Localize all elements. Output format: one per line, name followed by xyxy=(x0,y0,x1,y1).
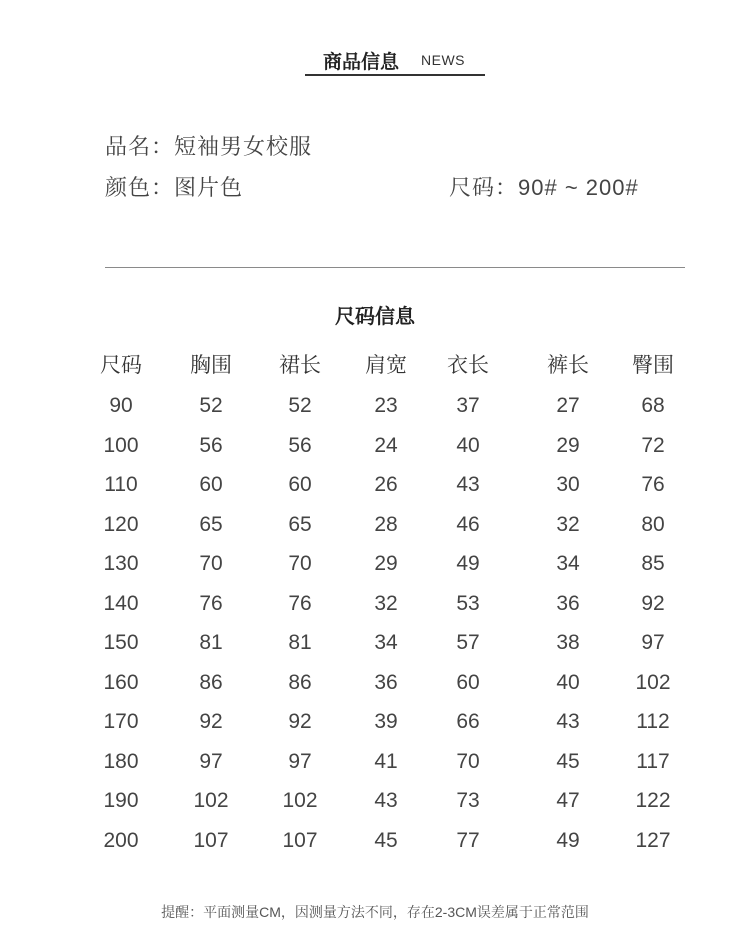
table-cell: 52 xyxy=(288,394,312,417)
table-cell: 46 xyxy=(456,512,480,536)
table-cell: 43 xyxy=(556,710,580,733)
table-row xyxy=(0,623,750,663)
table-cell: 92 xyxy=(641,591,665,615)
table-cell: 160 xyxy=(103,670,139,694)
table-cell: 53 xyxy=(456,591,480,615)
table-cell: 40 xyxy=(556,670,580,694)
table-cell: 102 xyxy=(635,670,671,694)
table-cell: 92 xyxy=(199,710,223,733)
table-cell: 49 xyxy=(556,828,580,852)
table-cell: 38 xyxy=(556,631,580,654)
table-cell: 92 xyxy=(288,710,312,733)
table-cell: 66 xyxy=(456,710,480,733)
table-cell: 43 xyxy=(374,789,398,812)
table-cell: 34 xyxy=(556,552,580,575)
table-cell: 76 xyxy=(288,591,312,615)
table-cell: 41 xyxy=(374,749,398,773)
table-cell: 107 xyxy=(282,828,318,852)
table-row xyxy=(0,821,750,861)
column-header: 肩宽 xyxy=(365,354,407,377)
table-cell: 100 xyxy=(103,433,139,457)
table-cell: 150 xyxy=(103,631,139,654)
column-header: 衣长 xyxy=(447,354,489,377)
table-cell: 97 xyxy=(288,749,312,773)
table-cell: 65 xyxy=(288,512,312,536)
table-cell: 56 xyxy=(288,433,312,457)
table-row xyxy=(0,544,750,584)
table-cell: 49 xyxy=(456,552,480,575)
table-row xyxy=(0,702,750,742)
table-cell: 76 xyxy=(199,591,223,615)
size-section-title: 尺码信息 xyxy=(335,306,415,328)
table-cell: 107 xyxy=(193,828,229,852)
table-cell: 32 xyxy=(556,512,580,536)
table-cell: 180 xyxy=(103,749,139,773)
table-header-row xyxy=(0,346,750,386)
table-cell: 28 xyxy=(374,512,398,536)
table-cell: 200 xyxy=(103,828,139,852)
table-cell: 36 xyxy=(374,670,398,694)
table-row xyxy=(0,426,750,466)
table-cell: 102 xyxy=(193,789,229,812)
table-cell: 70 xyxy=(456,749,480,773)
table-row xyxy=(0,742,750,782)
column-header: 裙长 xyxy=(279,354,321,377)
table-cell: 32 xyxy=(374,591,398,615)
table-cell: 81 xyxy=(199,631,223,654)
table-cell: 97 xyxy=(641,631,665,654)
table-row xyxy=(0,386,750,426)
table-cell: 127 xyxy=(635,828,671,852)
measurement-note: 提醒：平面测量CM，因测量方法不同，存在2-3CM误差属于正常范围 xyxy=(161,904,589,920)
table-cell: 45 xyxy=(556,749,580,773)
column-header: 裤长 xyxy=(547,354,589,377)
column-header: 胸围 xyxy=(190,354,232,377)
table-cell: 80 xyxy=(641,512,665,536)
table-cell: 26 xyxy=(374,473,398,496)
table-cell: 70 xyxy=(199,552,223,575)
table-cell: 39 xyxy=(374,710,398,733)
table-cell: 27 xyxy=(556,394,580,417)
table-cell: 97 xyxy=(199,749,223,773)
table-cell: 70 xyxy=(288,552,312,575)
table-cell: 43 xyxy=(456,473,480,496)
table-cell: 73 xyxy=(456,789,480,812)
column-header: 尺码 xyxy=(100,354,142,377)
table-cell: 34 xyxy=(374,631,398,654)
header-subtitle: NEWS xyxy=(421,52,465,68)
table-row xyxy=(0,584,750,624)
table-cell: 170 xyxy=(103,710,139,733)
table-cell: 122 xyxy=(635,789,671,812)
table-cell: 76 xyxy=(641,473,665,496)
table-row xyxy=(0,781,750,821)
table-cell: 72 xyxy=(641,433,665,457)
table-cell: 130 xyxy=(103,552,139,575)
table-row xyxy=(0,505,750,545)
table-cell: 52 xyxy=(199,394,223,417)
column-header: 臀围 xyxy=(632,354,674,377)
table-row xyxy=(0,663,750,703)
table-cell: 57 xyxy=(456,631,480,654)
product-name: 品名：短袖男女校服 xyxy=(105,134,313,159)
table-cell: 112 xyxy=(636,710,670,733)
table-cell: 117 xyxy=(636,749,670,773)
section-header xyxy=(305,44,485,76)
table-cell: 29 xyxy=(374,552,398,575)
table-cell: 90 xyxy=(109,394,133,417)
table-cell: 85 xyxy=(641,552,665,575)
table-cell: 24 xyxy=(374,433,398,457)
table-cell: 60 xyxy=(199,473,223,496)
table-cell: 77 xyxy=(456,828,480,852)
table-cell: 36 xyxy=(556,591,580,615)
table-cell: 120 xyxy=(103,512,139,536)
header-title: 商品信息 xyxy=(323,52,400,73)
table-cell: 190 xyxy=(103,789,139,812)
divider xyxy=(105,267,685,268)
table-cell: 110 xyxy=(104,473,138,496)
table-cell: 68 xyxy=(641,394,665,417)
table-cell: 30 xyxy=(556,473,580,496)
size-table xyxy=(0,346,750,852)
table-cell: 47 xyxy=(556,789,580,812)
product-color: 颜色：图片色 xyxy=(105,175,244,200)
table-cell: 37 xyxy=(456,394,480,417)
table-cell: 86 xyxy=(288,670,312,694)
table-cell: 81 xyxy=(288,631,312,654)
table-cell: 45 xyxy=(374,828,398,852)
table-row xyxy=(0,465,750,505)
table-cell: 65 xyxy=(199,512,223,536)
table-cell: 60 xyxy=(288,473,312,496)
table-cell: 23 xyxy=(374,394,398,417)
table-cell: 102 xyxy=(282,789,318,812)
table-cell: 29 xyxy=(556,433,580,457)
table-cell: 56 xyxy=(199,433,223,457)
product-size-range: 尺码：90# ~ 200# xyxy=(449,175,639,200)
table-cell: 140 xyxy=(103,591,139,615)
table-cell: 86 xyxy=(199,670,223,694)
table-cell: 60 xyxy=(456,670,480,694)
table-cell: 40 xyxy=(456,433,480,457)
